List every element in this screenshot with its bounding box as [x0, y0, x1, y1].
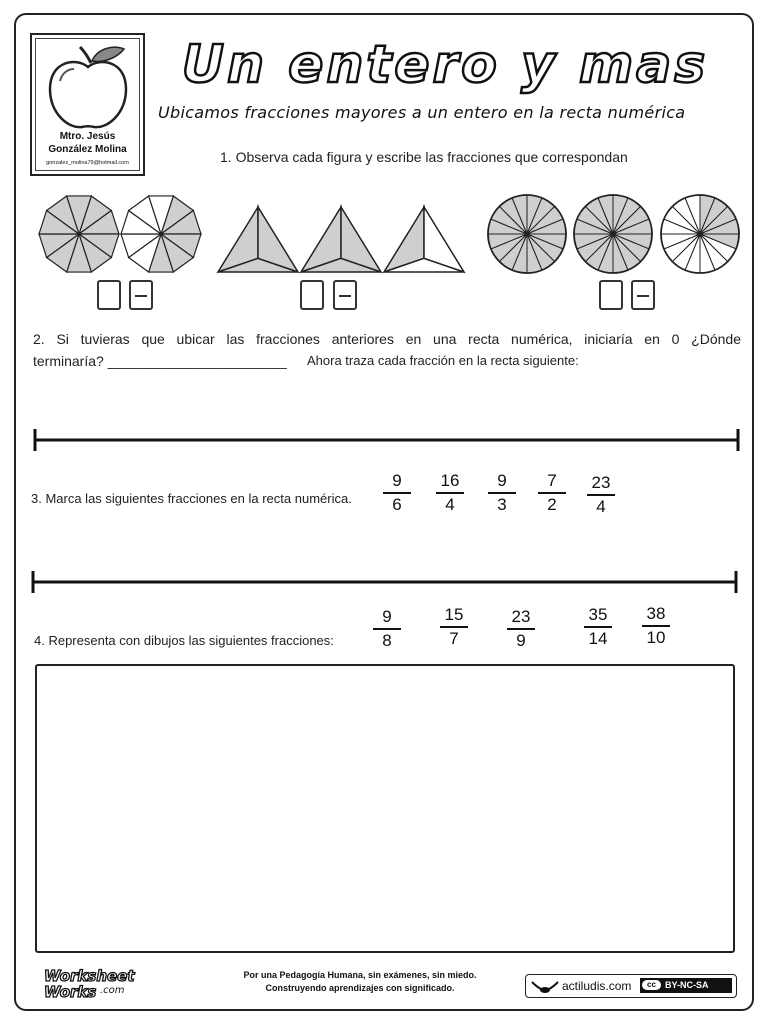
q3-fraction: 9 3	[484, 472, 520, 514]
fraction-dash	[637, 295, 649, 297]
q3-fraction: 16 4	[432, 472, 468, 514]
worksheetworks-logo-line1: Worksheet	[44, 967, 135, 985]
question-2-instruction: Ahora traza cada fracción en la recta siguiente:	[307, 353, 579, 368]
q3-fraction: 7 2	[534, 472, 570, 514]
drawing-area[interactable]	[35, 664, 735, 953]
footer-motto-line2: Construyendo aprendizajes con significado.	[265, 983, 455, 993]
fraction-dash	[339, 295, 351, 297]
question-1-text: 1. Observa cada figura y escribe las fracciones que correspondan	[220, 149, 628, 165]
number-line-1[interactable]	[26, 426, 746, 456]
answer-box-circle-number[interactable]	[599, 280, 623, 310]
q4-fraction: 23 9	[503, 608, 539, 650]
worksheetworks-logo	[42, 966, 146, 1000]
question-3-text: 3. Marca las siguientes fracciones en la recta numérica.	[31, 491, 352, 506]
fraction-dash	[135, 295, 147, 297]
q4-fraction: 9 8	[369, 608, 405, 650]
question-2-answer-line[interactable]: terminaría? _______________________	[33, 353, 287, 369]
author-logo-box	[30, 33, 145, 176]
q4-fraction: 38 10	[638, 605, 674, 647]
logo-inner-border	[35, 38, 140, 171]
answer-box-circle-fraction[interactable]	[631, 280, 655, 310]
cc-symbol: cc	[642, 980, 661, 990]
answer-box-decagon-fraction[interactable]	[129, 280, 153, 310]
answer-box-triangle-number[interactable]	[300, 280, 324, 310]
q3-fraction: 23 4	[583, 474, 619, 516]
footer-motto-line1: Por una Pedagogía Humana, sin exámenes, sin miedo.	[243, 970, 477, 980]
answer-box-decagon-number[interactable]	[97, 280, 121, 310]
license-text: BY-NC-SA	[665, 980, 709, 990]
q4-fraction: 15 7	[436, 606, 472, 648]
author-name-line1: Mtro. Jesús	[59, 131, 116, 142]
page-title-text: Un entero y mas	[181, 36, 709, 95]
page-subtitle: Ubicamos fracciones mayores a un entero en la recta numérica	[158, 103, 686, 122]
actiludis-bird-icon	[530, 978, 560, 996]
worksheetworks-logo-line2: Works	[44, 983, 97, 1000]
fraction-figures	[0, 193, 768, 283]
apple-icon	[36, 41, 143, 133]
worksheetworks-logo-suffix: .com	[100, 985, 125, 996]
question-4-text: 4. Representa con dibujos las siguientes fracciones:	[34, 633, 334, 648]
author-email: gonzalez_molina79@hotmail.com	[46, 160, 129, 166]
author-name-line2: González Molina	[48, 144, 127, 155]
license-badge[interactable]	[525, 974, 737, 998]
answer-box-triangle-fraction[interactable]	[333, 280, 357, 310]
q3-fraction: 9 6	[379, 472, 415, 514]
question-2-text-line1: 2. Si tuvieras que ubicar las fracciones anteriores en una recta numérica, iniciaría en 0 ¿Dónde	[33, 331, 741, 347]
cc-license-icon	[640, 978, 732, 993]
q4-fraction: 35 14	[580, 606, 616, 648]
site-link[interactable]: actiludis.com	[562, 979, 632, 993]
number-line-2[interactable]	[24, 568, 744, 598]
footer-motto	[200, 969, 520, 995]
page-title	[155, 36, 735, 96]
